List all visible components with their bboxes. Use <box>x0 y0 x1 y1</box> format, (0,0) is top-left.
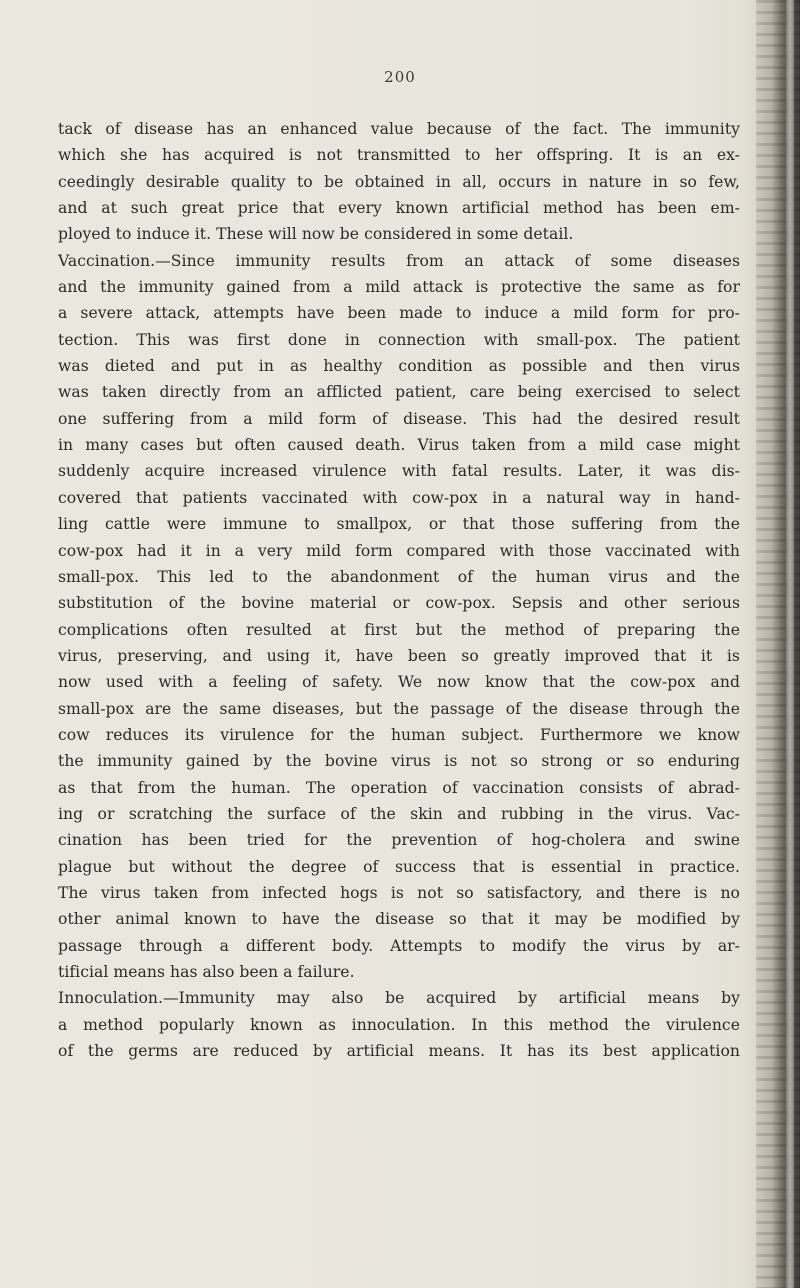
text-line: now used with a feeling of safety. We now know that the cow-pox and <box>58 673 740 692</box>
text-line: ing or scratching the surface of the skin and rubbing in the virus. Vac- <box>58 804 740 823</box>
text-line: ployed to induce it. These will now be considered in some detail. <box>58 225 574 244</box>
text-line: other animal known to have the disease so that it may be modified by <box>58 910 740 929</box>
binding-strip <box>786 0 794 1288</box>
text-line: covered that patients vaccinated with cow-pox in a natural way in hand- <box>58 488 740 507</box>
text-line: tection. This was first done in connection with small-pox. The patient <box>58 330 740 349</box>
text-line: ling cattle were immune to smallpox, or that those suffering from the <box>58 515 740 534</box>
text-line: ceedingly desirable quality to be obtained in all, occurs in nature in so few, <box>58 172 740 191</box>
text-line: and at such great price that every known artificial method has been em- <box>58 199 740 218</box>
page-binding-edge <box>756 0 800 1288</box>
text-line: cow reduces its virulence for the human subject. Furthermore we know <box>58 725 740 744</box>
text-line: plague but without the degree of success that is essential in practice. <box>58 857 740 876</box>
text-line: tificial means has also been a failure. <box>58 963 355 981</box>
text-line: complications often resulted at first but the method of preparing the <box>58 620 740 639</box>
text-line: tack of disease has an enhanced value because of the fact. The immunity <box>58 120 740 138</box>
text-line: Innoculation.—Immunity may also be acquired by artificial means by <box>58 989 740 1008</box>
text-line: suddenly acquire increased virulence with fatal results. Later, it was dis- <box>58 462 740 481</box>
text-line: Vaccination.—Since immunity results from an attack of some diseases <box>58 251 740 270</box>
text-line: of the germs are reduced by artificial means. It has its best application <box>58 1042 740 1061</box>
text-line: cow-pox had it in a very mild form compared with those vaccinated with <box>58 541 740 560</box>
text-line: small-pox. This led to the abandonment of the human virus and the <box>58 567 740 586</box>
text-line: in many cases but often caused death. Virus taken from a mild case might <box>58 436 740 455</box>
text-line: and the immunity gained from a mild attack is protective the same as for <box>58 278 740 297</box>
text-line: a severe attack, attempts have been made to induce a mild form for pro- <box>58 304 740 323</box>
text-line: passage through a different body. Attempts to modify the virus by ar- <box>58 936 740 955</box>
text-line: virus, preserving, and using it, have been so greatly improved that it is <box>58 646 740 665</box>
text-line: the immunity gained by the bovine virus is not so strong or so enduring <box>58 752 740 771</box>
text-line: which she has acquired is not transmitted to her offspring. It is an ex- <box>58 146 740 165</box>
text-line: a method popularly known as innoculation. In this method the virulence <box>58 1015 740 1034</box>
text-line: cination has been tried for the prevention of hog-cholera and swine <box>58 831 740 850</box>
text-line: The virus taken from infected hogs is not so satisfactory, and there is no <box>58 883 740 902</box>
text-line: substitution of the bovine material or cow-pox. Sepsis and other serious <box>58 594 740 613</box>
text-line: was taken directly from an afflicted patient, care being exercised to select <box>58 383 740 402</box>
body-text <box>58 116 740 1064</box>
text-line: as that from the human. The operation of vaccination consists of abrad- <box>58 778 740 797</box>
text-line: one suffering from a mild form of disease. This had the desired result <box>58 409 740 428</box>
text-line: small-pox are the same diseases, but the passage of the disease through the <box>58 699 740 718</box>
page-number: 200 <box>384 68 416 86</box>
text-line: was dieted and put in as healthy condition as possible and then virus <box>58 357 740 376</box>
